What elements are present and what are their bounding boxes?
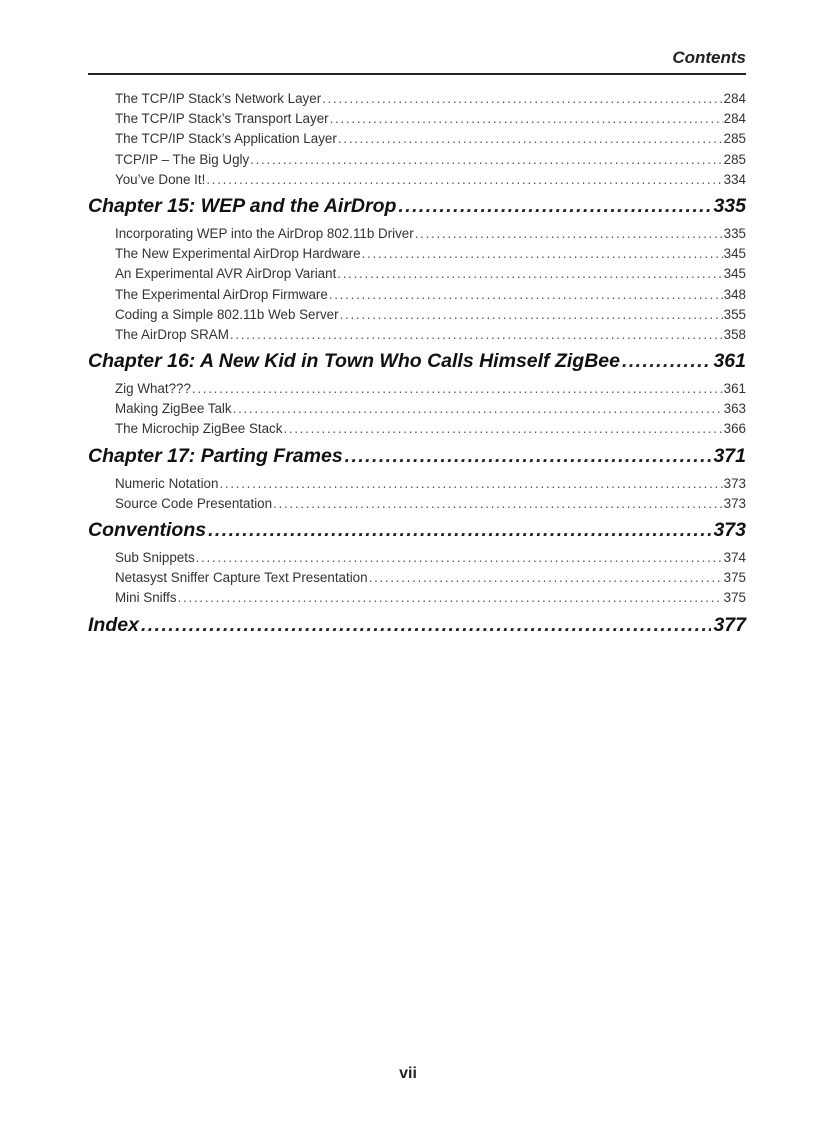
chapter-page: 377 xyxy=(713,613,746,636)
chapter-title: Chapter 17: Parting Frames xyxy=(88,444,343,467)
dot-leader xyxy=(250,150,722,170)
toc-entry[interactable] xyxy=(88,129,746,149)
toc-entry-title: An Experimental AVR AirDrop Variant xyxy=(115,266,337,282)
dot-leader xyxy=(230,325,723,345)
toc-entry-title: Source Code Presentation xyxy=(115,495,273,511)
toc-entry-page: 363 xyxy=(723,401,746,417)
dot-leader xyxy=(283,419,722,439)
toc-entry-title: Incorporating WEP into the AirDrop 802.11b Driver xyxy=(115,225,414,241)
toc-entry[interactable] xyxy=(88,305,746,325)
toc-entry-title: The TCP/IP Stack’s Application Layer xyxy=(115,131,337,147)
chapter-title: Chapter 16: A New Kid in Town Who Calls Himself ZigBee xyxy=(88,350,620,373)
dot-leader xyxy=(196,548,723,568)
toc-entry-page: 348 xyxy=(723,286,746,302)
toc-entry[interactable] xyxy=(88,588,746,608)
toc-entry-page: 366 xyxy=(723,421,746,437)
toc-entry-title: You’ve Done It! xyxy=(115,171,206,187)
running-head: Contents xyxy=(672,48,746,67)
toc-chapter-heading[interactable] xyxy=(88,345,746,377)
toc-entry[interactable] xyxy=(88,150,746,170)
toc-entry-title: Mini Sniffs xyxy=(115,590,177,606)
dot-leader xyxy=(141,609,712,641)
toc-entry[interactable] xyxy=(88,399,746,419)
toc-entry-page: 334 xyxy=(723,171,746,187)
toc-entry-page: 375 xyxy=(723,570,746,586)
dot-leader xyxy=(330,109,723,129)
toc-entry-title: TCP/IP – The Big Ugly xyxy=(115,151,250,167)
chapter-title: Chapter 15: WEP and the AirDrop xyxy=(88,194,397,217)
toc-entry-title: The AirDrop SRAM xyxy=(115,326,229,342)
dot-leader xyxy=(338,129,723,149)
dot-leader xyxy=(622,345,711,377)
dot-leader xyxy=(340,305,723,325)
toc-entry[interactable] xyxy=(88,474,746,494)
chapter-title: Index xyxy=(88,613,139,636)
toc-entry-page: 355 xyxy=(723,306,746,322)
dot-leader xyxy=(369,568,723,588)
toc-entry-page: 373 xyxy=(723,495,746,511)
toc-entry-title: Making ZigBee Talk xyxy=(115,401,232,417)
table-of-contents xyxy=(88,89,746,643)
toc-entry-title: Sub Snippets xyxy=(115,550,195,565)
dot-leader xyxy=(208,514,711,546)
toc-entry[interactable] xyxy=(88,568,746,588)
toc-entry-title: The New Experimental AirDrop Hardware xyxy=(115,246,361,262)
chapter-page: 335 xyxy=(713,194,746,217)
toc-entry[interactable] xyxy=(88,325,746,345)
dot-leader xyxy=(415,224,723,244)
toc-entry[interactable] xyxy=(88,170,746,190)
toc-entry-title: Zig What??? xyxy=(115,381,191,397)
page-number: vii xyxy=(399,1065,417,1082)
toc-entry[interactable] xyxy=(88,548,746,568)
toc-entry[interactable] xyxy=(88,285,746,305)
dot-leader xyxy=(329,285,723,305)
toc-entry-title: The TCP/IP Stack’s Transport Layer xyxy=(115,111,329,127)
toc-entry-page: 345 xyxy=(723,266,746,282)
toc-entry[interactable] xyxy=(88,109,746,129)
dot-leader xyxy=(337,264,722,284)
toc-entry-title: The Microchip ZigBee Stack xyxy=(115,421,283,437)
toc-entry-page: 284 xyxy=(723,111,746,127)
toc-entry[interactable] xyxy=(88,494,746,514)
dot-leader xyxy=(345,440,712,472)
toc-entry-page: 375 xyxy=(723,590,746,606)
toc-entry[interactable] xyxy=(88,89,746,109)
toc-entry-title: The Experimental AirDrop Firmware xyxy=(115,286,328,302)
toc-chapter-heading[interactable] xyxy=(88,190,746,222)
dot-leader xyxy=(178,588,723,608)
toc-entry-page: 358 xyxy=(723,326,746,342)
toc-chapter-heading[interactable] xyxy=(88,609,746,641)
toc-entry-title: The TCP/IP Stack’s Network Layer xyxy=(115,91,322,106)
toc-entry-page: 284 xyxy=(723,91,746,106)
dot-leader xyxy=(362,244,723,264)
chapter-title: Conventions xyxy=(88,519,207,541)
dot-leader xyxy=(206,170,722,190)
toc-entry[interactable] xyxy=(88,224,746,244)
toc-entry-title: Coding a Simple 802.11b Web Server xyxy=(115,306,339,322)
toc-entry[interactable] xyxy=(88,244,746,264)
toc-chapter-heading[interactable] xyxy=(88,514,746,546)
chapter-page: 373 xyxy=(713,519,746,541)
dot-leader xyxy=(192,379,723,399)
toc-entry[interactable] xyxy=(88,379,746,399)
toc-entry-page: 285 xyxy=(723,131,746,147)
toc-entry-title: Numeric Notation xyxy=(115,475,219,491)
toc-entry[interactable] xyxy=(88,264,746,284)
toc-entry-page: 285 xyxy=(723,151,746,167)
header-rule xyxy=(88,73,746,75)
toc-chapter-heading[interactable] xyxy=(88,440,746,472)
toc-entry-page: 373 xyxy=(723,475,746,491)
chapter-page: 371 xyxy=(713,444,746,467)
toc-entry-page: 374 xyxy=(723,550,746,565)
toc-entry[interactable] xyxy=(88,419,746,439)
toc-entry-page: 345 xyxy=(723,246,746,262)
dot-leader xyxy=(398,190,711,222)
toc-entry-title: Netasyst Sniffer Capture Text Presentation xyxy=(115,570,368,586)
toc-entry-page: 361 xyxy=(723,381,746,397)
toc-entry-page: 335 xyxy=(723,225,746,241)
dot-leader xyxy=(322,89,723,109)
dot-leader xyxy=(233,399,723,419)
dot-leader xyxy=(273,494,723,514)
chapter-page: 361 xyxy=(713,350,746,373)
dot-leader xyxy=(219,474,722,494)
